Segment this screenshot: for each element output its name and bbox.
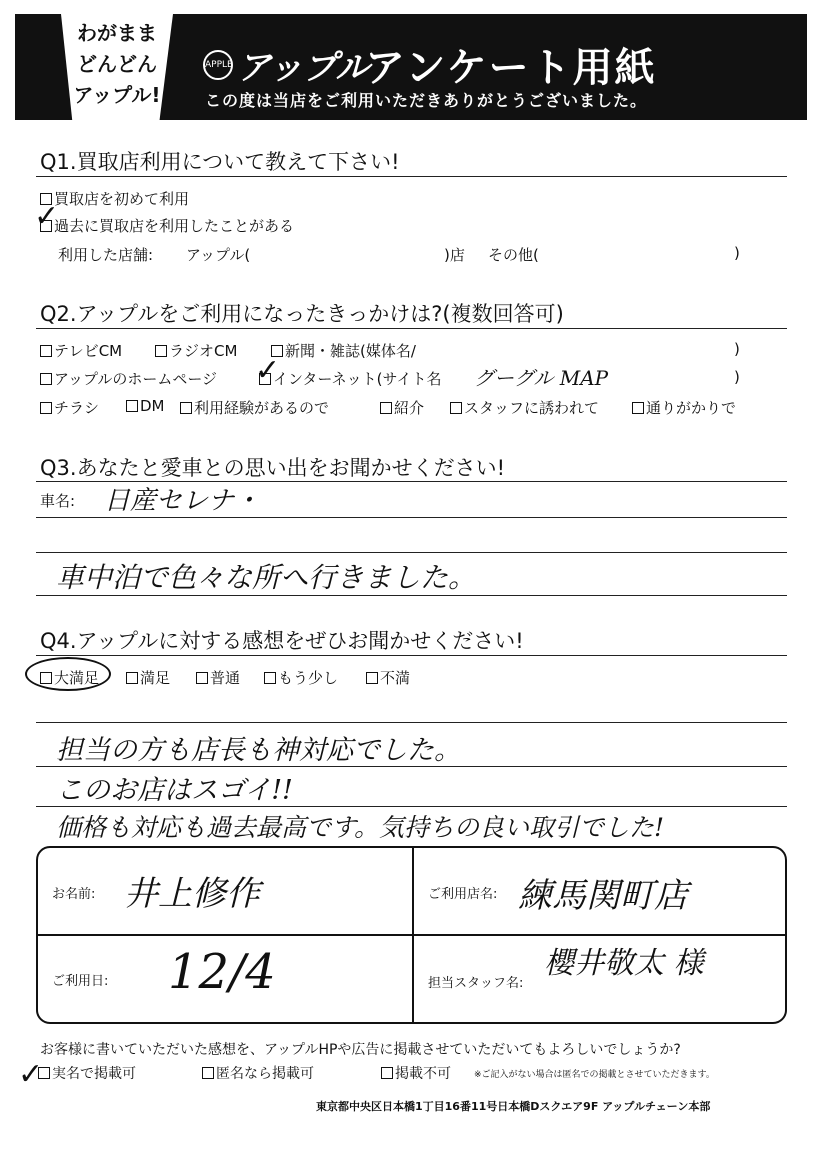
option-label: 掲載不可 — [395, 1066, 451, 1082]
checkmark-icon: ✓ — [34, 199, 60, 234]
option-label: 過去に買取店を利用したことがある — [54, 217, 295, 235]
handwritten-site-name: グーグル MAP — [474, 366, 609, 390]
q2-row1-close: ) — [734, 340, 740, 358]
slogan-line: アップル! — [73, 83, 161, 107]
option-label: 不満 — [380, 669, 411, 687]
checkbox[interactable] — [40, 402, 52, 414]
q1-other-suffix: ) — [734, 244, 740, 262]
consent-note: ※ご記入がない場合は匿名での掲載とさせていただきます。 — [474, 1070, 715, 1080]
checkbox[interactable] — [40, 373, 52, 385]
checkbox[interactable] — [380, 402, 392, 414]
q4-option-dissatisfied[interactable] — [366, 667, 410, 688]
date-label: ご利用日: — [52, 974, 109, 989]
handwritten-comment: 価格も対応も過去最高です。気持ちの良い取引でした! — [56, 813, 665, 842]
q1-store-prefix: アップル( — [186, 246, 251, 264]
handwritten-name: 井上修作 — [124, 874, 260, 914]
q2-option-experience[interactable] — [180, 397, 329, 418]
checkbox[interactable] — [381, 1067, 393, 1079]
divider — [36, 176, 787, 177]
option-label: 通りがかりで — [646, 399, 737, 417]
q1-other-prefix: その他( — [488, 246, 539, 264]
q4-title: Q4.アップルに対する感想をぜひお聞かせください! — [40, 629, 524, 653]
q4-option-satisfied[interactable] — [126, 667, 170, 688]
checkbox[interactable] — [180, 402, 192, 414]
q2-option-radio[interactable] — [155, 340, 237, 361]
checkbox[interactable] — [196, 672, 208, 684]
option-label: スタッフに誘われて — [464, 399, 600, 417]
consent-option-anonymous[interactable] — [202, 1063, 314, 1083]
checkbox[interactable] — [366, 672, 378, 684]
divider — [36, 328, 787, 329]
q2-option-staff[interactable] — [450, 397, 599, 418]
car-name-label: 車名: — [40, 492, 76, 510]
q2-option-newspaper[interactable] — [271, 340, 416, 361]
option-label: 買取店を初めて利用 — [54, 190, 190, 208]
q2-option-homepage[interactable] — [40, 368, 217, 389]
option-label: 匿名なら掲載可 — [216, 1066, 314, 1082]
q2-row2-close: ) — [734, 368, 740, 386]
checkbox[interactable] — [126, 400, 138, 412]
slogan-line: どんどん — [77, 52, 157, 76]
checkbox[interactable] — [632, 402, 644, 414]
q1-store-suffix: )店 — [444, 246, 465, 264]
option-label: 新聞・雑誌(媒体名/ — [285, 342, 416, 360]
slogan-line: わがまま — [77, 21, 157, 45]
option-label: ラジオCM — [169, 342, 238, 360]
q1-store-label: 利用した店舗: — [58, 246, 154, 264]
option-label: 実名で掲載可 — [52, 1066, 136, 1082]
checkbox[interactable] — [126, 672, 138, 684]
footer-address: 東京都中央区日本橋1丁目16番11号日本橋Dスクエア9F アップルチェーン本部 — [316, 1100, 711, 1113]
checkbox[interactable] — [155, 345, 167, 357]
answer-line — [36, 806, 787, 807]
option-label: チラシ — [54, 399, 100, 417]
thanks-message: この度は当店をご利用いただきありがとうございました。 — [205, 91, 648, 110]
checkbox[interactable] — [40, 672, 52, 684]
checkbox[interactable] — [264, 672, 276, 684]
handwritten-car-name: 日産セレナ・ — [104, 486, 261, 516]
consent-question: お客様に書いていただいた感想を、アップルHPや広告に掲載させていただいてもよろしいでしょうか? — [40, 1042, 681, 1058]
table-divider — [412, 848, 414, 1022]
option-label: DM — [140, 397, 165, 415]
q2-option-passing[interactable] — [632, 397, 736, 418]
option-label: もう少し — [278, 669, 339, 687]
consent-option-real-name[interactable] — [38, 1063, 136, 1083]
name-label: お名前: — [52, 887, 96, 902]
checkbox[interactable] — [202, 1067, 214, 1079]
q2-option-tv[interactable] — [40, 340, 122, 361]
handwritten-staff-name: 櫻井敬太 様 — [544, 946, 704, 981]
staff-name-label: 担当スタッフ名: — [428, 976, 524, 991]
option-label: 大満足 — [54, 669, 100, 687]
checkbox[interactable] — [40, 345, 52, 357]
handwritten-store-name: 練馬関町店 — [518, 876, 688, 916]
checkbox[interactable] — [450, 402, 462, 414]
handwritten-date: 12/4 — [168, 944, 276, 1000]
q2-option-flyer[interactable] — [40, 397, 99, 418]
q3-title: Q3.あなたと愛車との思い出をお聞かせください! — [40, 456, 505, 480]
handwritten-memory: 車中泊で色々な所へ行きました。 — [56, 561, 477, 594]
q2-option-internet[interactable] — [259, 368, 441, 389]
answer-line — [36, 517, 787, 518]
apple-logo-icon: APPLE — [203, 50, 233, 80]
header-banner — [15, 14, 807, 120]
checkmark-icon: ✓ — [18, 1057, 44, 1092]
q1-title: Q1.買取店利用について教えて下さい! — [40, 150, 400, 174]
option-label: 紹介 — [394, 399, 425, 417]
answer-line — [36, 552, 787, 553]
option-label: テレビCM — [54, 342, 123, 360]
q4-option-so-so[interactable] — [264, 667, 338, 688]
divider — [36, 655, 787, 656]
option-label: インターネット(サイト名 — [273, 370, 442, 388]
answer-line — [36, 595, 787, 596]
q4-option-normal[interactable] — [196, 667, 240, 688]
option-label: 利用経験があるので — [194, 399, 330, 417]
option-label: 満足 — [140, 669, 171, 687]
q4-option-very-satisfied[interactable] — [40, 667, 99, 688]
handwritten-comment: このお店はスゴイ!! — [56, 775, 293, 806]
q2-option-referral[interactable] — [380, 397, 424, 418]
form-title: アンケート用紙 — [365, 45, 657, 91]
q2-option-dm[interactable] — [126, 397, 165, 415]
option-label: 普通 — [210, 669, 241, 687]
checkmark-icon: ✓ — [255, 353, 281, 388]
option-label: アップルのホームページ — [54, 370, 218, 388]
store-name-label: ご利用店名: — [428, 887, 498, 902]
q1-option-used-before[interactable] — [40, 215, 294, 236]
slogan — [67, 18, 167, 111]
answer-line — [36, 766, 787, 767]
answer-line — [36, 722, 787, 723]
consent-option-no[interactable] — [381, 1063, 451, 1083]
q2-title: Q2.アップルをご利用になったきっかけは?(複数回答可) — [40, 302, 564, 326]
brand-logo: アップル — [237, 48, 370, 88]
handwritten-comment: 担当の方も店長も神対応でした。 — [56, 735, 461, 766]
q1-option-first-time[interactable] — [40, 188, 189, 209]
